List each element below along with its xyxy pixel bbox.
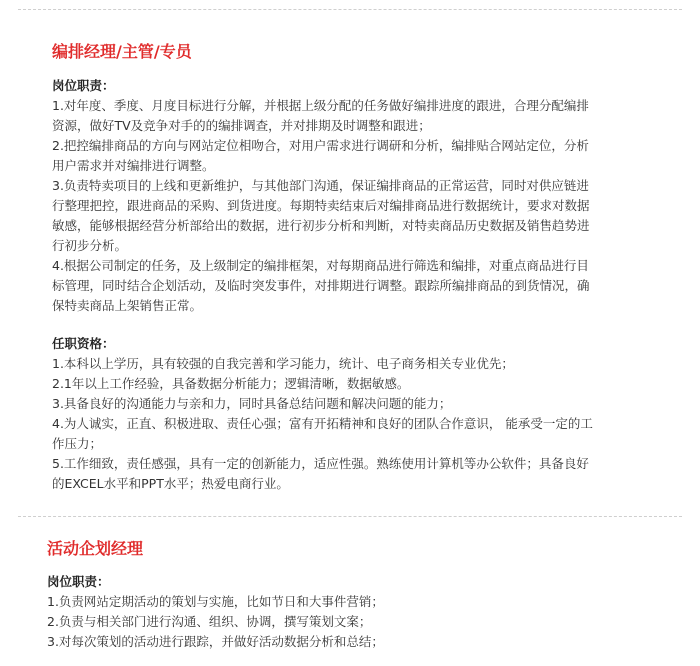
duty-line: 1.负责网站定期活动的策划与实施，比如节日和大事件营销； [47,594,384,609]
qualification-line: 的EXCEL水平和PPT水平；热爱电商行业。 [52,476,289,491]
qualification-line: 5.工作细致，责任感强，具有一定的创新能力，适应性强。熟练使用计算机等办公软件；具备良好 [52,456,589,471]
duty-line: 行整理把控，跟进商品的采购、到货进度。每期特卖结束后对编排商品进行数据统计，要求对数据 [52,198,590,213]
duties-heading: 岗位职责： [47,574,110,589]
qualification-line: 2.1年以上工作经验，具备数据分析能力；逻辑清晰，数据敏感。 [52,376,410,391]
duty-line: 资源，做好TV及竞争对手的的编排调查，并对排期及时调整和跟进； [52,118,431,133]
qualification-line: 1.本科以上学历，具有较强的自我完善和学习能力，统计、电子商务相关专业优先； [52,356,514,371]
qualification-line: 3.具备良好的沟通能力与亲和力，同时具备总结问题和解决问题的能力； [52,396,452,411]
duty-line: 行初步分析。 [52,238,128,253]
duty-line: 4.根据公司制定的任务，及上级制定的编排框架，对每期商品进行筛选和编排，对重点商品进行目 [52,258,589,273]
duty-line: 3.对每次策划的活动进行跟踪，并做好活动数据分析和总结； [47,634,384,649]
duty-line: 保特卖商品上架销售正常。 [52,298,203,313]
job-title-editing-manager: 编排经理/主管/专员 [52,42,192,61]
qualification-line: 作压力； [52,436,103,451]
duty-line: 2.负责与相关部门进行沟通、组织、协调，撰写策划文案； [47,614,372,629]
duties-heading: 岗位职责： [52,78,115,93]
qualifications-heading: 任职资格： [52,336,115,351]
qualification-line: 4.为人诚实，正直、积极进取、责任心强；富有开拓精神和良好的团队合作意识， 能承受一定的工 [52,416,593,431]
job-title-event-planning-manager: 活动企划经理 [47,539,144,558]
duty-line: 1.对年度、季度、月度目标进行分解，并根据上级分配的任务做好编排进度的跟进，合理分配编排 [52,98,589,113]
section-divider [18,516,682,517]
duty-line: 标管理，同时结合企划活动，及临时突发事件，对排期进行调整。跟踪所编排商品的到货情况，确 [52,278,590,293]
duty-line: 3.负责特卖项目的上线和更新维护，与其他部门沟通，保证编排商品的正常运营，同时对供应链进 [52,178,589,193]
top-divider [18,9,682,10]
duty-line: 2.把控编排商品的方向与网站定位相吻合，对用户需求进行调研和分析，编排贴合网站定位，分析 [52,138,589,153]
duty-line: 敏感，能够根据经营分析部给出的数据，进行初步分析和判断，对特卖商品历史数据及销售趋势进 [52,218,590,233]
duty-line: 用户需求并对编排进行调整。 [52,158,215,173]
